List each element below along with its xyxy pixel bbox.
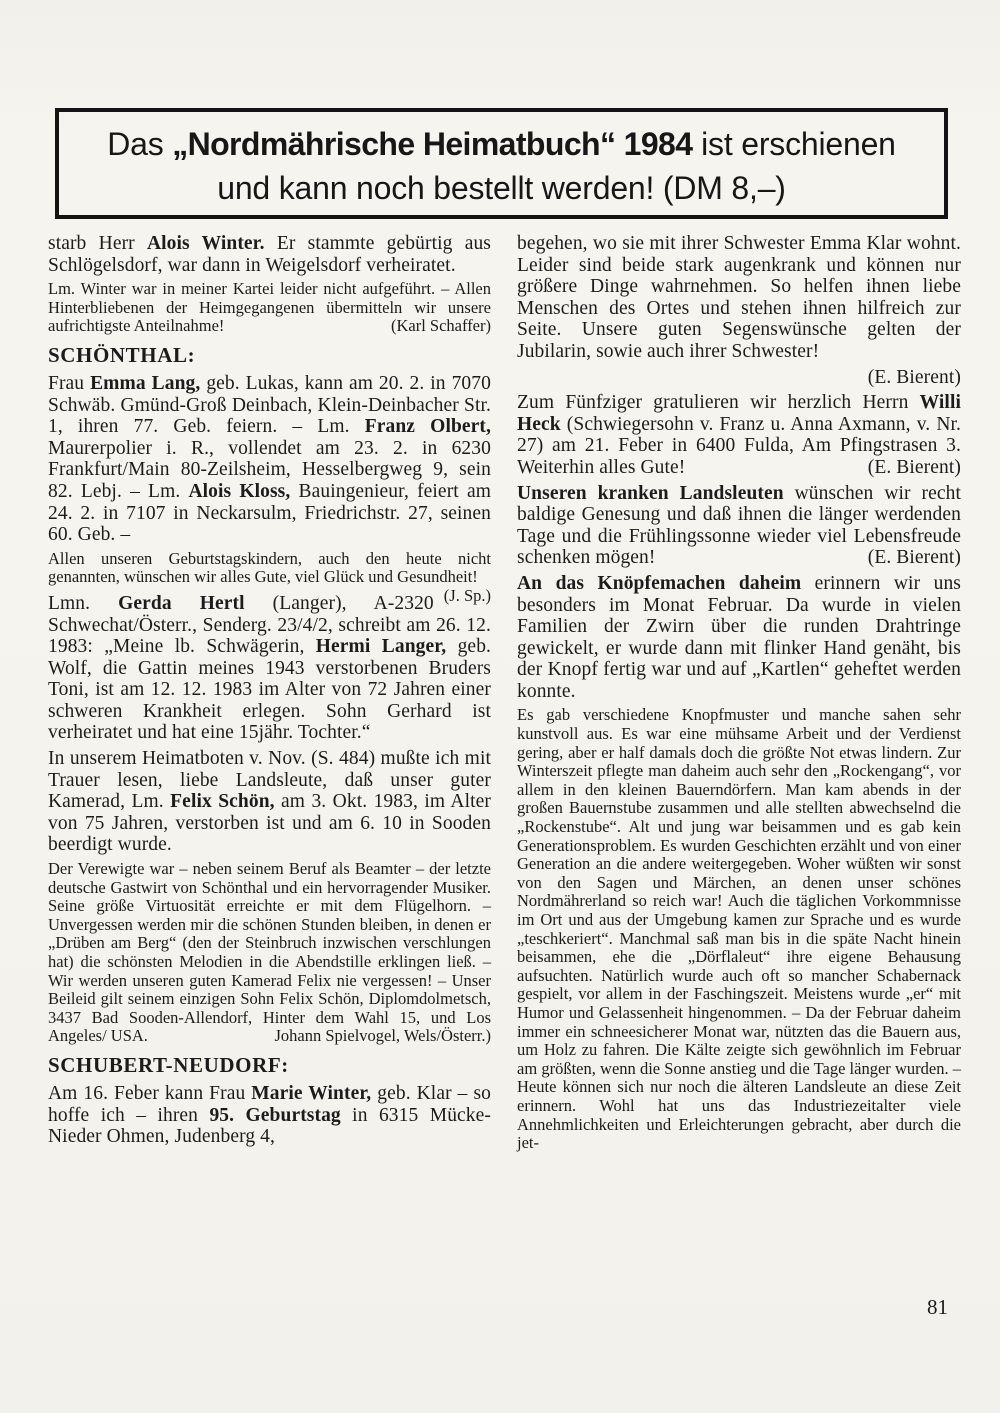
emphasized-name: Marie Winter, xyxy=(251,1082,372,1104)
body-text: Er stammte gebürtig aus Schlögelsdorf, war dann in Weigelsdorf verheiratet. xyxy=(48,233,491,276)
body-text: in 6315 Mücke-Nieder Ohmen, Judenberg 4, xyxy=(48,1104,491,1148)
page-number: 81 xyxy=(927,1295,948,1319)
paragraph xyxy=(48,233,491,276)
emphasized-name: Emma Lang, xyxy=(90,372,201,394)
paragraph xyxy=(48,373,491,546)
emphasized-name: An das Knöpfemachen daheim xyxy=(517,572,802,594)
text-columns xyxy=(48,233,961,1159)
paragraph xyxy=(48,280,491,336)
announcement-text-bold: „Nordmährische Heimatbuch“ 1984 xyxy=(172,126,693,162)
body-text: In unserem Heimatboten v. Nov. (S. 484) mußte ich mit Trauer lesen, liebe Landsleute, daß unser guter Kamerad, Lm. xyxy=(48,748,491,813)
announcement-box xyxy=(55,108,948,219)
body-text: Lmn. xyxy=(48,592,119,614)
emphasized-name: Willi Heck xyxy=(517,392,961,435)
body-text: Es gab verschiedene Knopfmuster und manche sahen sehr kunstvoll aus. Es war eine mühsame Arbeit und der Verdienst gering, aber er half damals doch die größte Not etwas lindern. Zur Winterszeit pflegte man daheim auch sehr den „Rockengang“, vor allem in den kleinen Bauerndörfern. Man kam abends in der großen Bauernstube zusammen und alle stellten abwechselnd die „Rockenstube“. Alt und jung war beisammen und es gab kein Generationsproblem. Es wurden Geschichten erzählt und von einer Generation an die andere weitergegeben. Woher wüßten wir sonst von den Sagen und Märchen, an denen unser schönes Nordmährerland so reich war! Auch die täglichen Vorkommnisse im Ort und aus der Umgebung kamen zur Sprache und es wurde „teschkeriert“. Manchmal saß man bis in die späte Nacht hinein beisammen, ehe die „Dörflaleut“ ihre eigene Behausung aufsuchten. Natürlich wurde auch oft so mancher Schabernack gespielt, vor allem in der Faschingszeit. Meistens wurde „er“ mit Humor und Gelassenheit hingenommen. – Da der Februar daheim immer ein schneesicherer Monat war, nützten das die Bauern aus, um Holz zu fahren. Die Kälte zeigte sich gewöhnlich im Februar am größten, wenn die Sonne anstieg und die Tage länger wurden. – Heute können sich nur noch die älteren Landsleute an diese Zeit erinnern. Wohl hat uns das Industriezeitalter viele Annehmlichkeiten und Erleichterungen gebracht, aber durch die jet- xyxy=(517,705,961,1153)
signature: (E. Bierent) xyxy=(867,547,961,569)
announcement-line-2: und kann noch bestellt werden! (DM 8,–) xyxy=(217,170,786,206)
paragraph xyxy=(517,233,961,363)
emphasized-name: Gerda Hertl xyxy=(118,592,245,614)
announcement-line-1 xyxy=(59,122,944,166)
paragraph xyxy=(517,483,961,569)
signature: (E. Bierent) xyxy=(867,456,961,478)
paragraph xyxy=(48,593,491,744)
emphasized-name: Franz Olbert, xyxy=(364,416,491,438)
body-text: (Schwiegersohn v. Franz u. Anna Axmann, v. Nr. 27) am 21. Feber in 6400 Fulda, Am Pfingstrasen 3. Weiterhin alles Gute! xyxy=(517,413,961,478)
body-text: starb Herr xyxy=(48,233,147,254)
paragraph xyxy=(48,860,491,1046)
body-text: wünschen wir recht baldige Genesung und daß ihnen die länger werdenden Tage und die Frühlingssonne wieder viel Lebensfreude schenken mögen! xyxy=(517,482,961,569)
emphasized-name: Alois Kloss, xyxy=(188,480,291,502)
signature: (E. Bierent) xyxy=(867,366,961,388)
emphasized-name: Alois Winter. xyxy=(146,233,265,254)
announcement-text-regular: ist erschienen xyxy=(692,126,896,162)
body-text: Lm. Winter war in meiner Kartei leider nicht aufgeführt. – Allen Hinterbliebenen der Heimgegangenen übermitteln wir unsere aufrichtigste Anteilnahme! xyxy=(48,279,491,336)
body-text: begehen, wo sie mit ihrer Schwester Emma Klar wohnt. Leider sind beide stark augenkrank und können nur größere Dinge wahrnehmen. So helfen ihnen liebe Menschen des Ortes und stehen ihnen hilfreich zur Seite. Unsere guten Segenswünsche gelten der Jubilarin, sowie auch ihrer Schwester! xyxy=(517,233,961,362)
signature: Johann Spielvogel, Wels/Österr.) xyxy=(274,1026,491,1046)
body-text: erinnern wir uns besonders im Monat Februar. Da wurde in vielen Familien der Zwirn über die runden Drahtringe gewickelt, er wurde dann mit flinker Hand genäht, bis der Knopf fertig war und auf „Kartlen“ geheftet werden konnte. xyxy=(517,572,961,702)
paragraph xyxy=(48,1083,491,1148)
section-heading: SCHÖNTHAL: xyxy=(48,342,196,367)
section-heading: SCHUBERT-NEUDORF: xyxy=(48,1052,289,1077)
body-text: Der Verewigte war – neben seinem Beruf als Beamter – der letzte deutsche Gastwirt von Schönthal und ein hervorragender Musiker. Seine größe Virtuosität erreichte er mit dem Flügelhorn. – Unvergessen werden mir die schönen Stunden bleiben, in denen er „Drüben am Berg“ (den der Steinbruch inzwischen verschlungen hat) die schönsten Melodien in die Abendstille erklingen ließ. – Wir werden unseren guten Kamerad Felix nie vergessen! – Unser Beileid gilt seinem einzigen Sohn Felix Schön, Diplomdolmetsch, 3437 Bad Sooden-Allendorf, Hinter dem Wahl 15, und Los Angeles/ USA. xyxy=(48,859,491,1046)
emphasized-name: Hermi Langer, xyxy=(315,636,447,658)
body-text: Zum Fünfziger gratulieren wir herzlich Herrn xyxy=(517,392,920,414)
signature: (Karl Schaffer) xyxy=(390,316,491,336)
body-text: Bauingenieur, feiert am 24. 2. in 7107 in Neckarsulm, Friedrichstr. 27, seinen 60. Geb. – xyxy=(48,480,491,546)
paragraph xyxy=(517,392,961,478)
body-text: geb. Wolf, die Gattin meines 1943 verstorbenen Bruders Toni, ist am 12. 12. 1983 im Alter von 72 Jahren einer schweren Krankheit erlegen. Sohn Gerhard ist verheiratet und hat eine 15jähr. Tochter.“ xyxy=(48,636,492,744)
body-text: (Langer), A-2320 Schwechat/Österr., Senderg. 23/4/2, schreibt am 26. 12. 1983: „Meine lb. Schwägerin, xyxy=(48,592,491,658)
body-text: Frau xyxy=(48,372,91,394)
paragraph xyxy=(48,748,491,856)
emphasized-name: Felix Schön, xyxy=(170,791,275,813)
body-text: am 3. Okt. 1983, im Alter von 75 Jahren, verstorben ist und am 6. 10 in Sooden beerdigt wurde. xyxy=(48,791,492,856)
announcement-text-regular: Das xyxy=(107,126,173,162)
paragraph xyxy=(517,573,961,703)
body-text: geb. Klar – so hoffe ich – ihren xyxy=(48,1082,491,1126)
body-text: Am 16. Feber kann Frau xyxy=(48,1082,252,1104)
right-column xyxy=(517,233,961,1159)
left-column xyxy=(48,233,491,1159)
emphasized-name: 95. Geburtstag xyxy=(209,1104,341,1126)
body-text: Maurerpolier i. R., vollendet am 23. 2. in 6230 Frankfurt/Main 80-Zeilsheim, Hesselbergweg 9, sein 82. Lebj. – Lm. xyxy=(48,437,491,502)
emphasized-name: Unseren kranken Landsleuten xyxy=(517,482,784,504)
body-text: geb. Lukas, kann am 20. 2. in 7070 Schwäb. Gmünd-Groß Deinbach, Klein-Deinbacher Str. 1, ihren 77. Geb. feiern. – Lm. xyxy=(48,372,491,438)
paragraph xyxy=(517,706,961,1152)
signature: (J. Sp.) xyxy=(443,585,491,605)
body-text: Allen unseren Geburtstagskindern, auch den heute nicht genannten, wünschen wir alles Gute, viel Glück und Gesundheit! xyxy=(48,548,491,587)
